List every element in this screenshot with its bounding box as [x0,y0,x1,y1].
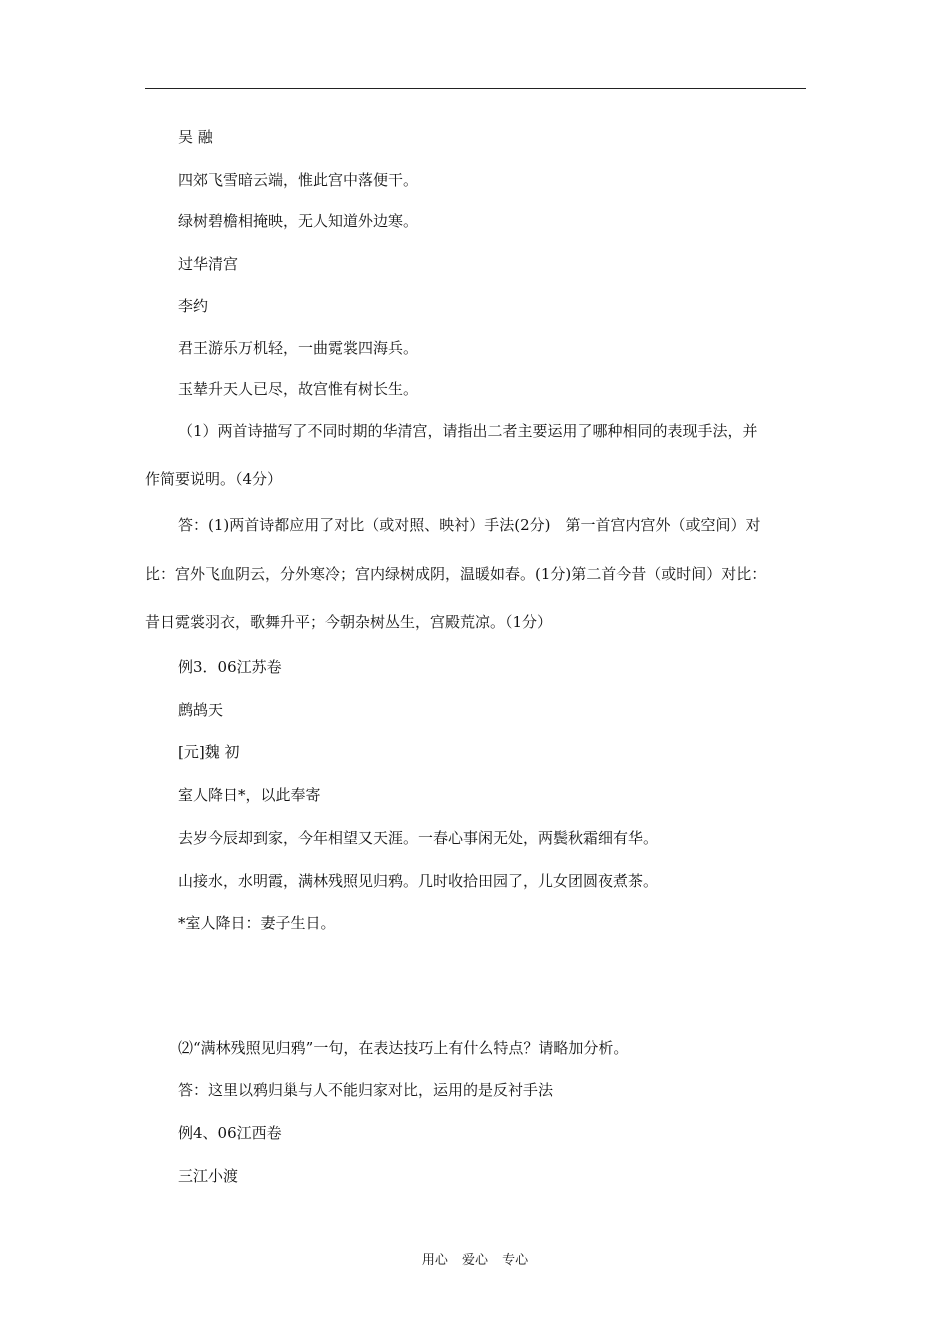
poem-title: 三江小渡 [178,1167,239,1185]
page-footer: 用心 爱心 专心 [421,1253,529,1268]
poet-name-wei-chu: [元]魏 初 [178,743,240,761]
poet-name-wu-rong: 吴 融 [178,128,213,146]
poem-title: 过华清宫 [178,255,239,273]
answer-1-cont: 比：宫外飞血阴云，分外寒冷；宫内绿树成阴，温暖如春。(1分)第二首今昔（或时间）对比： [145,565,767,583]
answer-1-end: 昔日霓裳羽衣，歌舞升平；今朝杂树丛生，宫殿荒凉。（1分） [145,613,553,631]
answer-2: 答：这里以鸦归巢与人不能归家对比，运用的是反衬手法 [178,1081,554,1099]
header-rule [145,88,806,89]
question-2: ⑵“满林残照见归鸦”一句，在表达技巧上有什么特点？请略加分析。 [178,1039,629,1057]
poem-line: 山接水，水明霞，满林残照见归鸦。几时收拾田园了，儿女团圆夜煮茶。 [178,872,659,890]
poem-line: 绿树碧檐相掩映，无人知道外边寒。 [178,212,419,230]
question-1-cont: 作简要说明。（4分） [145,470,283,488]
example-3-heading: 例3．06江苏卷 [178,658,282,676]
poem-line: 去岁今辰却到家，今年相望又天涯。一春心事闲无处，两鬓秋霜细有华。 [178,829,659,847]
answer-1: 答：(1)两首诗都应用了对比（或对照、映衬）手法(2分) 第一首宫内宫外（或空间）对 [178,516,761,534]
poem-subtitle: 室人降日*，以此奉寄 [178,786,321,804]
question-1: （1）两首诗描写了不同时期的华清宫，请指出二者主要运用了哪种相同的表现手法，并 [178,422,758,440]
footnote: *室人降日：妻子生日。 [178,914,336,932]
poet-name-li-yue: 李约 [178,297,209,315]
poem-line: 君王游乐万机轻，一曲霓裳四海兵。 [178,339,419,357]
poem-line: 四郊飞雪暗云端，惟此宫中落便干。 [178,171,419,189]
poem-title: 鹧鸪天 [178,701,224,719]
example-4-heading: 例4、06江西卷 [178,1124,282,1142]
poem-line: 玉辇升天人已尽，故宫惟有树长生。 [178,380,419,398]
